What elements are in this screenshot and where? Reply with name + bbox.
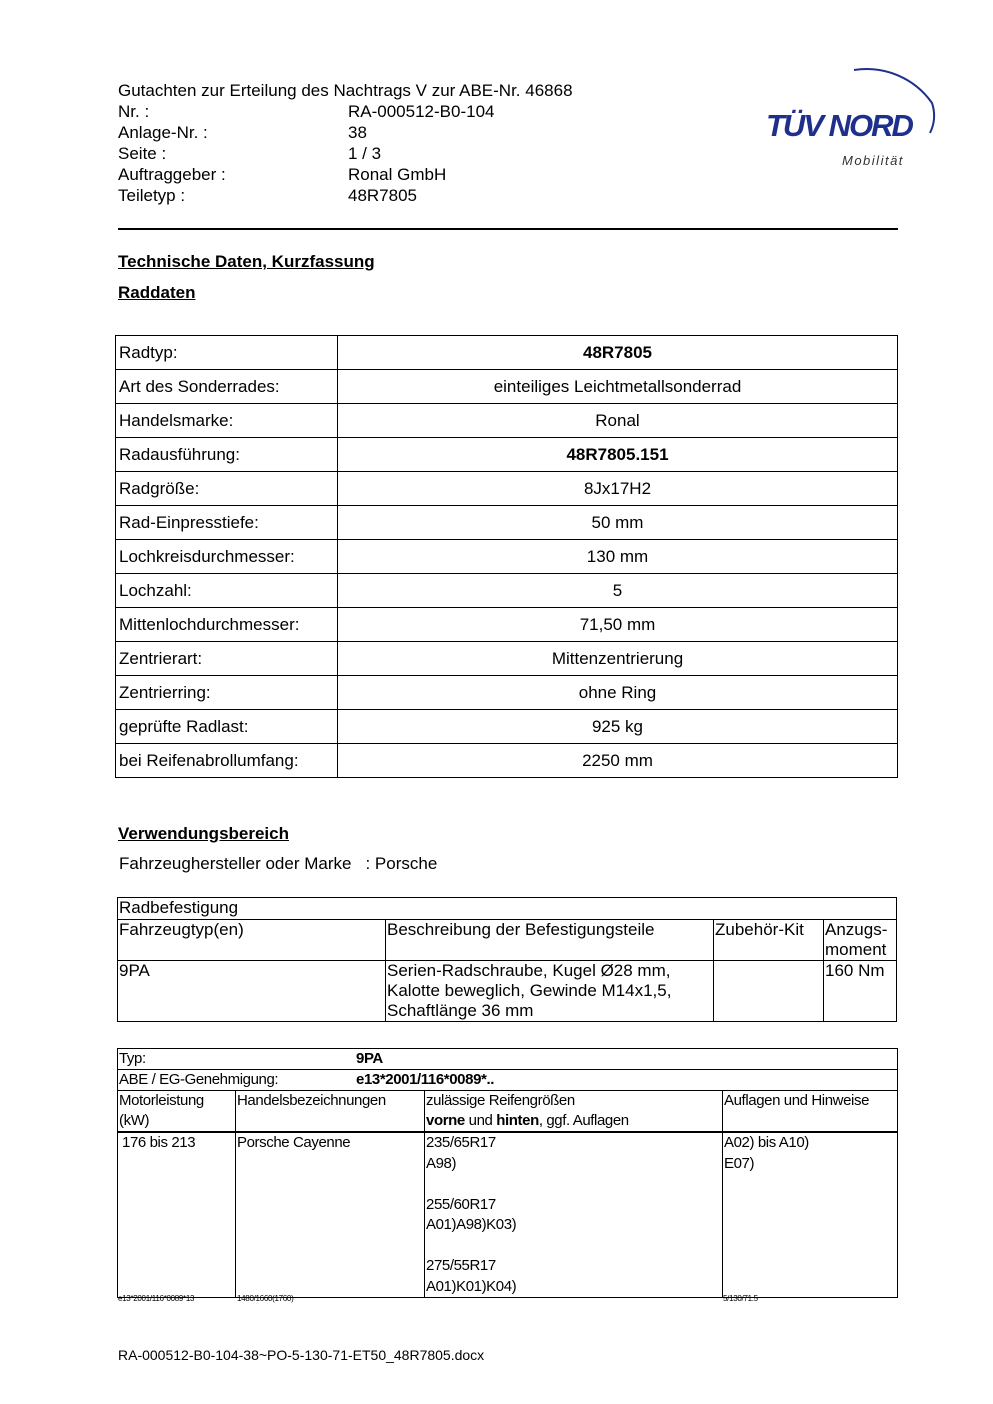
raddaten-value: 2250 mm [338, 744, 898, 778]
raddaten-label: Lochkreisdurchmesser: [116, 540, 338, 574]
reifen-cell [425, 1132, 723, 1298]
auflagen-line: A02) bis A10) [724, 1134, 809, 1151]
table-header-row [118, 920, 897, 961]
raddaten-label: Lochzahl: [116, 574, 338, 608]
raddaten-label: Radtyp: [116, 336, 338, 370]
raddaten-label: geprüfte Radlast: [116, 710, 338, 744]
header-value: 38 [348, 123, 367, 142]
reifen-line: 275/55R17 [426, 1257, 496, 1274]
fahrzeughersteller-line [119, 854, 437, 874]
reifen-line [426, 1236, 721, 1257]
header-row-nr [118, 101, 573, 122]
raddaten-value: Ronal [338, 404, 898, 438]
column-header: Beschreibung der Befestigungsteile [386, 920, 714, 961]
column-header: Zubehör-Kit [714, 920, 824, 961]
vorne-text: vorne [426, 1112, 465, 1129]
raddaten-value: 48R7805 [338, 336, 898, 370]
raddaten-value: 50 mm [338, 506, 898, 540]
beschreibung-cell [386, 961, 714, 1022]
table-header-row [118, 1091, 898, 1133]
radbefestigung-title: Radbefestigung [118, 898, 897, 920]
hersteller-value: Porsche [374, 854, 438, 873]
raddaten-value: einteiliges Leichtmetallsonderrad [338, 370, 898, 404]
fahrzeugtyp-cell: 9PA [118, 961, 386, 1022]
small-note-abe: e13*2001/116*0089*13 [118, 1294, 195, 1303]
document-footer: RA-000512-B0-104-38~PO-5-130-71-ET50_48R7805.docx [118, 1347, 485, 1363]
raddaten-label: Mittenlochdurchmesser: [116, 608, 338, 642]
header-row-anlage [118, 122, 573, 143]
reifen-line: 255/60R17 [426, 1195, 496, 1213]
typ-table [117, 1048, 898, 1298]
column-header-line: moment [825, 940, 887, 959]
raddaten-value: 48R7805.151 [338, 438, 898, 472]
raddaten-value: 925 kg [338, 710, 898, 744]
hersteller-label: Fahrzeughersteller oder Marke [119, 854, 352, 873]
hinten-text: hinten [496, 1112, 539, 1129]
raddaten-label: Radgröße: [116, 472, 338, 506]
column-header-handel: Handelsbezeichnungen [236, 1091, 425, 1133]
auflagen-suffix: , ggf. Auflagen [538, 1112, 629, 1129]
table-row [118, 961, 897, 1022]
raddaten-label: Art des Sonderrades: [116, 370, 338, 404]
raddaten-label: bei Reifenabrollumfang: [116, 744, 338, 778]
raddaten-value: 71,50 mm [338, 608, 898, 642]
small-note-bolt-pattern: 5/130/71.5 [723, 1294, 758, 1303]
raddaten-value: 5 [338, 574, 898, 608]
header-divider [118, 228, 898, 230]
table-row [116, 540, 898, 574]
header-label: Teiletyp : [118, 186, 186, 205]
tuv-nord-logo [762, 58, 942, 173]
beschreibung-line: Schaftlänge 36 mm [387, 1001, 534, 1020]
anzugsmoment-cell: 160 Nm [824, 961, 897, 1022]
motorleistung-cell: 176 bis 213 [118, 1132, 236, 1298]
table-row [116, 336, 898, 370]
column-header: Fahrzeugtyp(en) [118, 920, 386, 961]
beschreibung-line: Kalotte beweglich, Gewinde M14x1,5, [387, 981, 672, 1000]
header-label: Anlage-Nr. : [118, 123, 208, 142]
header-value: RA-000512-B0-104 [348, 102, 495, 121]
section-heading-tech: Technische Daten, Kurzfassung [118, 252, 375, 271]
abe-label: ABE / EG-Genehmigung: [119, 1071, 279, 1088]
section-heading-verwendung: Verwendungsbereich [118, 824, 289, 843]
section-heading-raddaten: Raddaten [118, 283, 196, 302]
header-row-seite [118, 143, 573, 164]
table-row [116, 472, 898, 506]
column-header-line: Motorleistung [119, 1092, 204, 1109]
column-header-anzugsmoment [824, 920, 897, 961]
table-row [116, 574, 898, 608]
table-row [118, 1070, 898, 1091]
beschreibung-line: Serien-Radschraube, Kugel Ø28 mm, [387, 961, 671, 980]
raddaten-value: Mittenzentrierung [338, 642, 898, 676]
column-header-line: Anzugs- [825, 920, 888, 939]
column-header-line: zulässige Reifengrößen [426, 1092, 575, 1109]
typ-row [118, 1049, 898, 1070]
header-label: Seite : [118, 144, 167, 163]
header-label: Auftraggeber : [118, 165, 226, 184]
header-value: 1 / 3 [348, 144, 382, 163]
reifen-line: A98) [426, 1154, 457, 1172]
document-header [118, 80, 573, 206]
raddaten-label: Zentrierring: [116, 676, 338, 710]
column-header-motorleistung [118, 1091, 236, 1133]
typ-label: Typ: [119, 1050, 146, 1067]
reifen-line [426, 1174, 721, 1195]
reifen-line: A01)A98)K03) [426, 1216, 517, 1233]
table-row [116, 710, 898, 744]
table-row [118, 1132, 898, 1298]
auflagen-line: E07) [724, 1154, 755, 1172]
table-row [116, 438, 898, 472]
header-row-auftraggeber [118, 164, 573, 185]
raddaten-label: Radausführung: [116, 438, 338, 472]
raddaten-label: Rad-Einpresstiefe: [116, 506, 338, 540]
auflagen-cell [723, 1132, 898, 1298]
raddaten-label: Zentrierart: [116, 642, 338, 676]
raddaten-value: ohne Ring [338, 676, 898, 710]
column-header-line: (kW) [119, 1112, 150, 1129]
handelsbezeichnung-cell: Porsche Cayenne [236, 1132, 425, 1298]
table-row [116, 744, 898, 778]
table-row [116, 506, 898, 540]
abe-value: e13*2001/116*0089*.. [356, 1071, 494, 1088]
zubehoer-kit-cell [714, 961, 824, 1022]
radbefestigung-table [117, 897, 897, 1022]
table-row [116, 404, 898, 438]
header-value: Ronal GmbH [348, 165, 447, 184]
raddaten-value: 8Jx17H2 [338, 472, 898, 506]
small-note-dimensions: 1480/1660(1760) [237, 1294, 294, 1303]
logo-subtitle-text: Mobilität [842, 153, 904, 168]
column-header-auflagen: Auflagen und Hinweise [723, 1091, 898, 1133]
column-header-line [426, 1111, 721, 1131]
table-row [118, 898, 897, 920]
reifen-line: 235/65R17 [426, 1134, 496, 1151]
header-value: 48R7805 [348, 186, 418, 205]
hersteller-separator: : [365, 854, 371, 873]
typ-value: 9PA [356, 1050, 383, 1067]
header-label: Nr. : [118, 102, 150, 121]
table-row [116, 608, 898, 642]
raddaten-table [115, 335, 898, 778]
table-row [118, 1049, 898, 1070]
logo-brand-text: TÜV NORD [766, 108, 912, 143]
document-title: Gutachten zur Erteilung des Nachtrags V zur ABE-Nr. 46868 [118, 81, 573, 100]
table-row [116, 370, 898, 404]
header-row-teiletyp [118, 185, 573, 206]
und-text: und [464, 1112, 497, 1129]
raddaten-value: 130 mm [338, 540, 898, 574]
abe-row [118, 1070, 898, 1091]
reifen-line: A01)K01)K04) [426, 1277, 517, 1295]
column-header-reifen [425, 1091, 723, 1133]
raddaten-label: Handelsmarke: [116, 404, 338, 438]
table-row [116, 676, 898, 710]
table-row [116, 642, 898, 676]
